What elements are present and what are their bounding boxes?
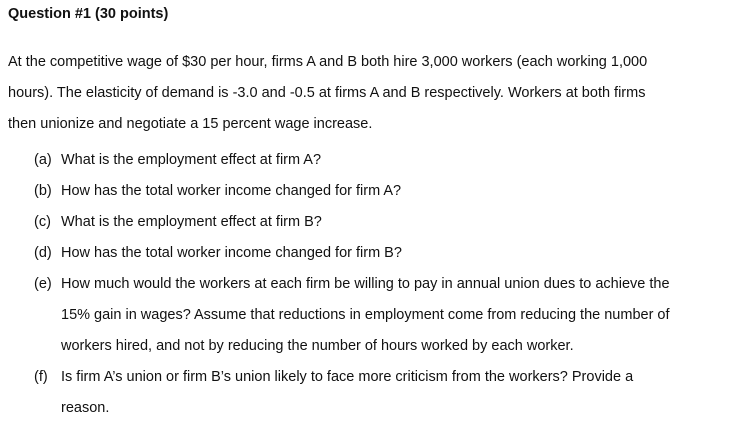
sub-question-c xyxy=(34,207,734,238)
sub-question-list xyxy=(34,145,734,424)
sub-question-marker: (f) xyxy=(34,369,48,385)
intro-line: then unionize and negotiate a 15 percent wage increase. xyxy=(8,116,373,132)
sub-question-text: What is the employment effect at firm A? xyxy=(61,152,322,168)
question-intro xyxy=(8,47,728,140)
sub-question-text: reason. xyxy=(61,400,110,416)
sub-question-text: How has the total worker income changed for firm B? xyxy=(61,245,402,261)
sub-question-f xyxy=(34,362,734,424)
sub-question-marker: (e) xyxy=(34,276,52,292)
sub-question-marker: (a) xyxy=(34,152,52,168)
sub-question-marker: (b) xyxy=(34,183,52,199)
sub-question-text: How much would the workers at each firm be willing to pay in annual union dues to achieve the xyxy=(61,276,670,292)
intro-line: At the competitive wage of $30 per hour, firms A and B both hire 3,000 workers (each working 1,000 xyxy=(8,54,648,70)
sub-question-text: 15% gain in wages? Assume that reductions in employment come from reducing the number of xyxy=(61,307,670,323)
sub-question-text: workers hired, and not by reducing the number of hours worked by each worker. xyxy=(61,338,574,354)
sub-question-text: How has the total worker income changed for firm A? xyxy=(61,183,402,199)
intro-line: hours). The elasticity of demand is -3.0 and -0.5 at firms A and B respectively. Workers at both firms xyxy=(8,85,646,101)
question-title: Question #1 (30 points) xyxy=(8,6,169,22)
sub-question-text: Is firm A’s union or firm B’s union likely to face more criticism from the workers? Provide a xyxy=(61,369,634,385)
sub-question-marker: (d) xyxy=(34,245,52,261)
sub-question-marker: (c) xyxy=(34,214,51,230)
sub-question-text: What is the employment effect at firm B? xyxy=(61,214,322,230)
sub-question-a xyxy=(34,145,734,176)
sub-question-d xyxy=(34,238,734,269)
sub-question-b xyxy=(34,176,734,207)
sub-question-e xyxy=(34,269,734,362)
